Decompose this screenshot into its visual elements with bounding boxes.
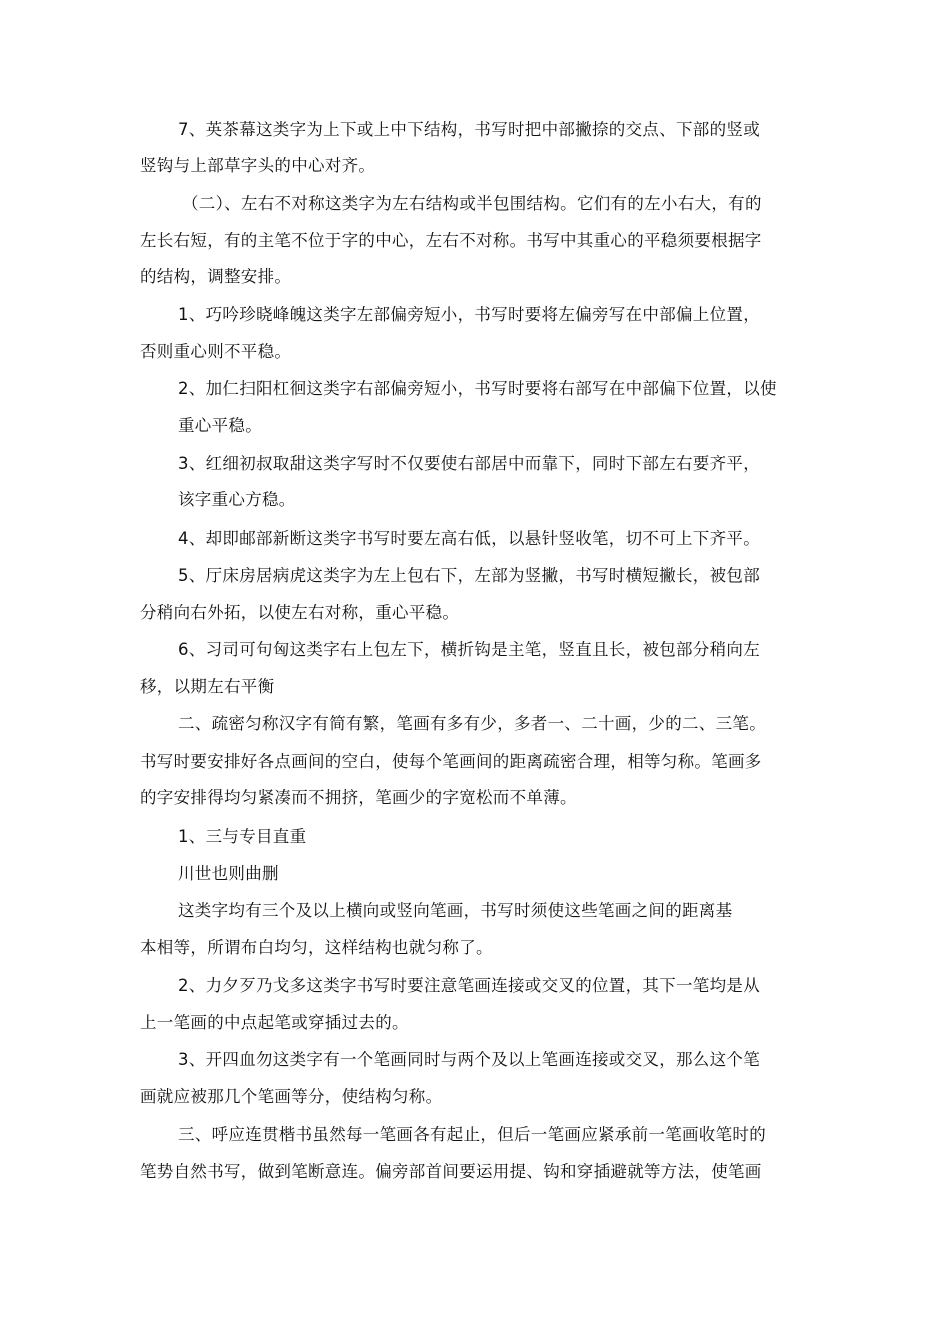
text-line: 1、三与专目直重: [178, 827, 307, 846]
text-line: 3、开四血勿这类字有一个笔画同时与两个及以上笔画连接或交叉，那么这个笔: [178, 1050, 760, 1069]
text-line: 2、力夕歹乃戈多这类字书写时要注意笔画连接或交叉的位置，其下一笔均是从: [178, 976, 760, 995]
text-line: 5、厅床房居病虎这类字为左上包右下，左部为竖撇，书写时横短撇长，被包部: [178, 566, 760, 585]
text-line: 上一笔画的中点起笔或穿插过去的。: [140, 1013, 409, 1032]
text-line: 左长右短，有的主笔不位于字的中心，左右不对称。书写中其重心的平稳须要根据字: [140, 231, 762, 250]
text-line: 竖钩与上部草字头的中心对齐。: [140, 156, 376, 175]
text-line: 4、却即邮部新断这类字书写时要左高右低，以悬针竖收笔，切不可上下齐平。: [178, 529, 760, 548]
text-line: 该字重心方稳。: [178, 490, 296, 509]
text-line: 3、红细初叔取甜这类字写时不仅要使右部居中而靠下，同时下部左右要齐平，: [178, 454, 760, 473]
text-line: 否则重心则不平稳。: [140, 342, 292, 361]
text-line: 二、疏密匀称汉字有简有繁，笔画有多有少，多者一、二十画，少的二、三笔。: [178, 714, 766, 733]
text-line: 移，以期左右平衡: [140, 677, 275, 696]
text-line: 重心平稳。: [178, 416, 262, 435]
text-line: 本相等，所谓布白均匀，这样结构也就匀称了。: [140, 938, 493, 957]
text-line: 的结构，调整安排。: [140, 267, 292, 286]
text-line: 书写时要安排好各点画间的空白，使每个笔画间的距离疏密合理，相等匀称。笔画多: [140, 752, 762, 771]
text-line: 川世也则曲删: [178, 864, 279, 883]
text-line: 2、加仁扫阳杠徊这类字右部偏旁短小，书写时要将右部写在中部偏下位置，以使: [178, 379, 777, 398]
text-line: 的字安排得均匀紧凑而不拥挤，笔画少的字宽松而不单薄。: [140, 788, 577, 807]
text-line: 三、呼应连贯楷书虽然每一笔画各有起止，但后一笔画应紧承前一笔画收笔时的: [178, 1125, 766, 1144]
text-line: 这类字均有三个及以上横向或竖向笔画，书写时须使这些笔画之间的距离基: [178, 901, 733, 920]
text-line: 7、英茶幕这类字为上下或上中下结构，书写时把中部撇捺的交点、下部的竖或: [178, 120, 760, 139]
text-line: 1、巧吟珍晓峰魄这类字左部偏旁短小，书写时要将左偏旁写在中部偏上位置，: [178, 305, 760, 324]
text-line: 笔势自然书写，做到笔断意连。偏旁部首间要运用提、钩和穿插避就等方法，使笔画: [140, 1162, 762, 1181]
text-line: 分稍向右外拓，以使左右对称，重心平稳。: [140, 603, 460, 622]
text-line: 6、习司可句匈这类字右上包左下，横折钩是主笔，竖直且长，被包部分稍向左: [178, 640, 760, 659]
text-line: 画就应被那几个笔画等分，使结构匀称。: [140, 1087, 443, 1106]
text-line: （二）、左右不对称这类字为左右结构或半包围结构。它们有的左小右大，有的: [182, 194, 762, 213]
